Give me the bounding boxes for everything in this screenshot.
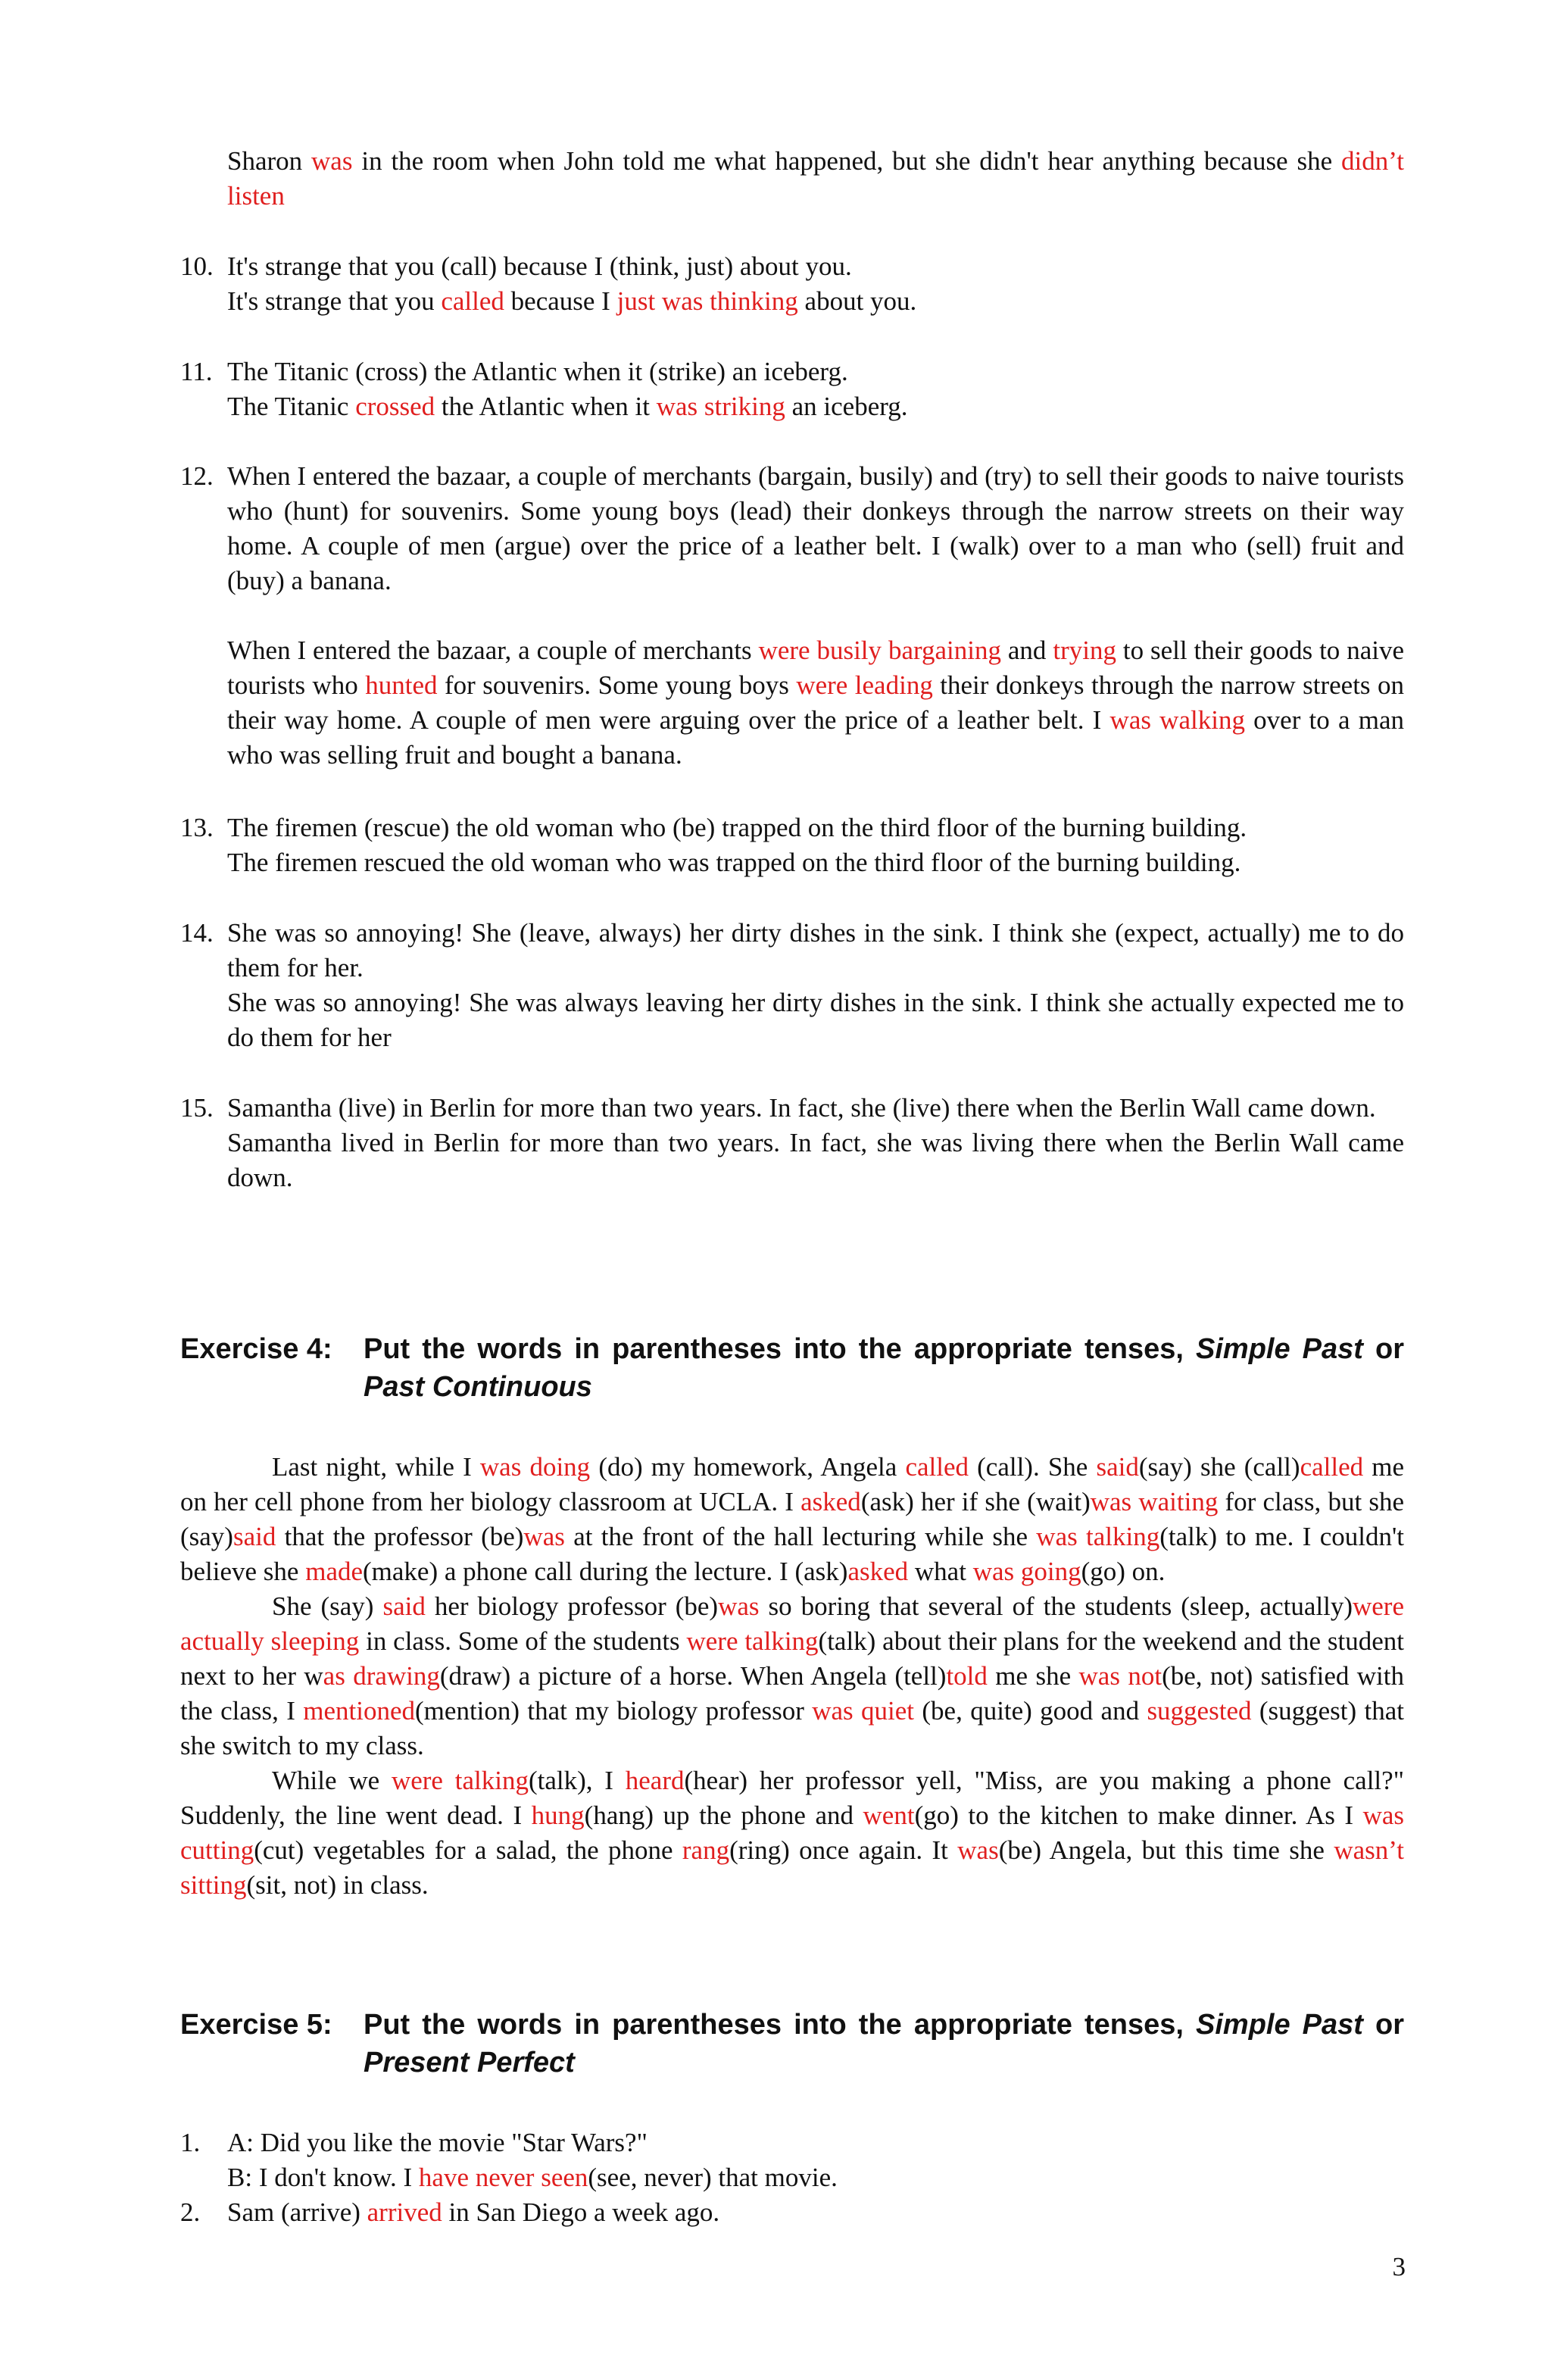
answer-highlight: called	[441, 286, 504, 316]
exercise-4-story	[180, 1450, 1404, 1903]
answer-highlight: hunted	[365, 670, 438, 700]
answer-highlight: trying	[1053, 636, 1116, 665]
text-run: to sell their goods to naive tourists who	[227, 636, 1404, 700]
story-paragraph	[180, 1450, 1404, 1589]
item-answer	[227, 284, 1404, 319]
answer-highlight: were leading	[796, 670, 933, 700]
text-run: Samantha lived in Berlin for more than two years. In fact, she was living there when the Berlin Wall came down.	[227, 1128, 1404, 1192]
answer-highlight: were actually sleeping	[180, 1591, 1404, 1656]
text-run: and	[1000, 636, 1053, 665]
item-question: A: Did you like the movie "Star Wars?"	[227, 2128, 648, 2157]
text-run: me she	[987, 1661, 1079, 1691]
answer-highlight: was	[718, 1591, 760, 1621]
text-run: for class, but she (say)	[180, 1487, 1404, 1551]
text-run: (cut) vegetables for a salad, the phone	[254, 1835, 682, 1865]
answer-highlight: was quiet	[812, 1696, 915, 1726]
text-run: over to a man who was selling fruit and bought a banana.	[227, 705, 1404, 770]
item-answer	[227, 633, 1404, 773]
answer-highlight: was	[957, 1835, 999, 1865]
text-run: When I entered the bazaar, a couple of merchants	[227, 636, 759, 665]
text-run: in class. Some of the students	[359, 1626, 687, 1656]
continued-answer-text: Sharon was in the room when John told me what happened, but she didn't hear anything because she didn’t listen	[227, 146, 1404, 211]
text-run: (do) my homework, Angela	[590, 1452, 906, 1482]
text-run: (talk), I	[528, 1766, 626, 1795]
item-answer	[227, 389, 1404, 424]
exercise-title: Put the words in parentheses into the appropriate tenses, Simple Past or Present Perfect	[364, 2009, 1405, 2079]
item-number: 15.	[180, 1093, 214, 1123]
answer-highlight: have never seen	[418, 2163, 588, 2192]
answer-highlight: crossed	[355, 392, 435, 421]
text-run: The Titanic	[227, 392, 356, 421]
text-run: for souvenirs. Some young boys	[437, 670, 797, 700]
answer-highlight: were talking	[686, 1626, 819, 1656]
exercise-label: Exercise 4:	[180, 1333, 332, 1365]
item-answer	[227, 2195, 1404, 2230]
answer-highlight: was doing	[479, 1452, 591, 1482]
text-run: She was so annoying! She was always leaving her dirty dishes in the sink. I think she actually expected me to do them for her	[227, 988, 1404, 1052]
text-run: in San Diego a week ago.	[442, 2197, 720, 2227]
exercise-item-15	[180, 1091, 1404, 1195]
text-run: (hear) her professor yell, "Miss, are you making a phone call?" Suddenly, the line went dead. I	[180, 1766, 1404, 1830]
text-run: (mention) that my biology professor	[415, 1696, 813, 1726]
text-run: (go) to the kitchen to make dinner. As I	[914, 1801, 1363, 1830]
exercise-item-14	[180, 916, 1404, 1055]
item-number: 13.	[180, 813, 214, 842]
answer-highlight: called	[1300, 1452, 1364, 1482]
text-run: (see, never) that movie.	[588, 2163, 838, 2192]
answer-highlight: as drawing	[323, 1661, 440, 1691]
text-run: It's strange that you	[227, 286, 442, 316]
text-run: (call). She	[969, 1452, 1097, 1482]
text-run: (say) she (call)	[1138, 1452, 1300, 1482]
answer-highlight: was going	[972, 1557, 1081, 1586]
answer-highlight: was not	[1078, 1661, 1162, 1691]
answer-highlight: suggested	[1147, 1696, 1252, 1726]
answer-highlight: asked	[800, 1487, 861, 1516]
text-run: (talk) about their plans for the weekend and the student next to her w	[180, 1626, 1404, 1691]
answer-highlight: made	[305, 1557, 364, 1586]
item-number: 12.	[180, 461, 214, 491]
text-run: (sit, not) in class.	[246, 1870, 429, 1900]
text-run: (be) Angela, but this time she	[998, 1835, 1334, 1865]
exercise-5-item-1	[180, 2125, 1404, 2195]
item-answer	[227, 845, 1404, 880]
exercise-5-item-2	[180, 2195, 1404, 2230]
answer-highlight: was waiting	[1090, 1487, 1219, 1516]
text-run: (be, not) satisfied with the class, I	[180, 1661, 1404, 1726]
story-paragraph	[180, 1763, 1404, 1903]
text-run: me on her cell phone from her biology classroom at UCLA. I	[180, 1452, 1405, 1516]
item-answer	[227, 1126, 1404, 1195]
answer-highlight: went	[863, 1801, 915, 1830]
text-run: because I	[504, 286, 617, 316]
text-run: so boring that several of the students (sleep, actually)	[759, 1591, 1353, 1621]
text-run: an iceberg.	[785, 392, 908, 421]
text-run: (hang) up the phone and	[584, 1801, 863, 1830]
item-number: 2.	[180, 2197, 201, 2227]
item-number: 14.	[180, 918, 214, 948]
text-run: (make) a phone call during the lecture. I (ask)	[363, 1557, 848, 1586]
text-run: their donkeys through the narrow streets on their way home. A couple of men were arguing over the price of a leather belt. I	[227, 670, 1404, 735]
item-number: 10.	[180, 251, 214, 281]
answer-highlight: were talking	[391, 1766, 529, 1795]
text-run: Sam (arrive)	[227, 2197, 367, 2227]
item-answer	[227, 985, 1404, 1055]
text-run: While we	[272, 1766, 392, 1795]
answer-highlight: was striking	[656, 392, 785, 421]
item-question: It's strange that you (call) because I (think, just) about you.	[227, 251, 852, 281]
exercise-label: Exercise 5:	[180, 2009, 332, 2041]
text-run: B: I don't know. I	[227, 2163, 419, 2192]
answer-highlight: rang	[682, 1835, 730, 1865]
answer-highlight: mentioned	[303, 1696, 416, 1726]
item-question: The Titanic (cross) the Atlantic when it (strike) an iceberg.	[227, 357, 848, 386]
answer-highlight: was walking	[1109, 705, 1245, 735]
answer-highlight: called	[905, 1452, 969, 1482]
exercise-4-heading	[180, 1330, 1404, 1406]
answer-highlight: heard	[625, 1766, 685, 1795]
answer-highlight: asked	[847, 1557, 909, 1586]
exercise-item-13	[180, 811, 1404, 880]
item-question: Samantha (live) in Berlin for more than two years. In fact, she (live) there when the Berlin Wall came down.	[227, 1093, 1376, 1123]
answer-highlight: was cutting	[180, 1801, 1405, 1865]
exercise-5-heading	[180, 2006, 1404, 2082]
page-number: 3	[1392, 2252, 1406, 2282]
item-number: 11.	[180, 357, 213, 386]
text-run: (draw) a picture of a horse. When Angela (tell)	[439, 1661, 947, 1691]
answer-highlight: were busily bargaining	[758, 636, 1001, 665]
item-question: The firemen (rescue) the old woman who (be) trapped on the third floor of the burning building.	[227, 813, 1247, 842]
text-run: (talk) to me. I couldn't believe she	[180, 1522, 1404, 1586]
answer-highlight: said	[1096, 1452, 1139, 1482]
answer-highlight: was	[523, 1522, 565, 1551]
text-run: (be, quite) good and	[914, 1696, 1147, 1726]
exercise-item-12	[180, 459, 1404, 773]
exercise-item-10	[180, 249, 1404, 319]
continued-answer	[180, 144, 1404, 214]
text-run: The firemen rescued the old woman who was trapped on the third floor of the burning building.	[227, 848, 1241, 877]
answer-highlight: arrived	[367, 2197, 442, 2227]
answer-highlight: was talking	[1036, 1522, 1160, 1551]
item-answer	[227, 2160, 1404, 2195]
answer-highlight: wasn’t sitting	[180, 1835, 1404, 1900]
answer-highlight: said	[382, 1591, 426, 1621]
text-run: Last night, while I	[272, 1452, 480, 1482]
text-run: (suggest) that she switch to my class.	[180, 1696, 1404, 1760]
item-question: She was so annoying! She (leave, always) her dirty dishes in the sink. I think she (expect, actually) me to do them for her.	[227, 918, 1404, 982]
text-run: about you.	[797, 286, 917, 316]
text-run: at the front of the hall lecturing while she	[564, 1522, 1037, 1551]
exercise-item-11	[180, 355, 1404, 424]
story-paragraph	[180, 1589, 1404, 1763]
item-question: When I entered the bazaar, a couple of merchants (bargain, busily) and (try) to sell their goods to naive tourists who (hunt) for souvenirs. Some young boys (lead) their donkeys through the narrow streets on their way home. A couple of men (argue) over the price of a leather belt. I (walk) over to a man who (sell) fruit and (buy) a banana.	[227, 461, 1404, 595]
exercise-title: Put the words in parentheses into the appropriate tenses, Simple Past or Past Continuous	[364, 1333, 1405, 1403]
text-run: what	[908, 1557, 973, 1586]
text-run: her biology professor (be)	[425, 1591, 719, 1621]
answer-highlight: just was thinking	[616, 286, 798, 316]
text-run: that the professor (be)	[276, 1522, 524, 1551]
answer-highlight: told	[946, 1661, 988, 1691]
answer-highlight: hung	[531, 1801, 585, 1830]
text-run: the Atlantic when it	[435, 392, 657, 421]
text-run: (go) on.	[1081, 1557, 1166, 1586]
text-run: (ring) once again. It	[729, 1835, 958, 1865]
text-run: She (say)	[272, 1591, 383, 1621]
answer-highlight: said	[232, 1522, 276, 1551]
text-run: (ask) her if she (wait)	[860, 1487, 1091, 1516]
item-number: 1.	[180, 2128, 201, 2157]
